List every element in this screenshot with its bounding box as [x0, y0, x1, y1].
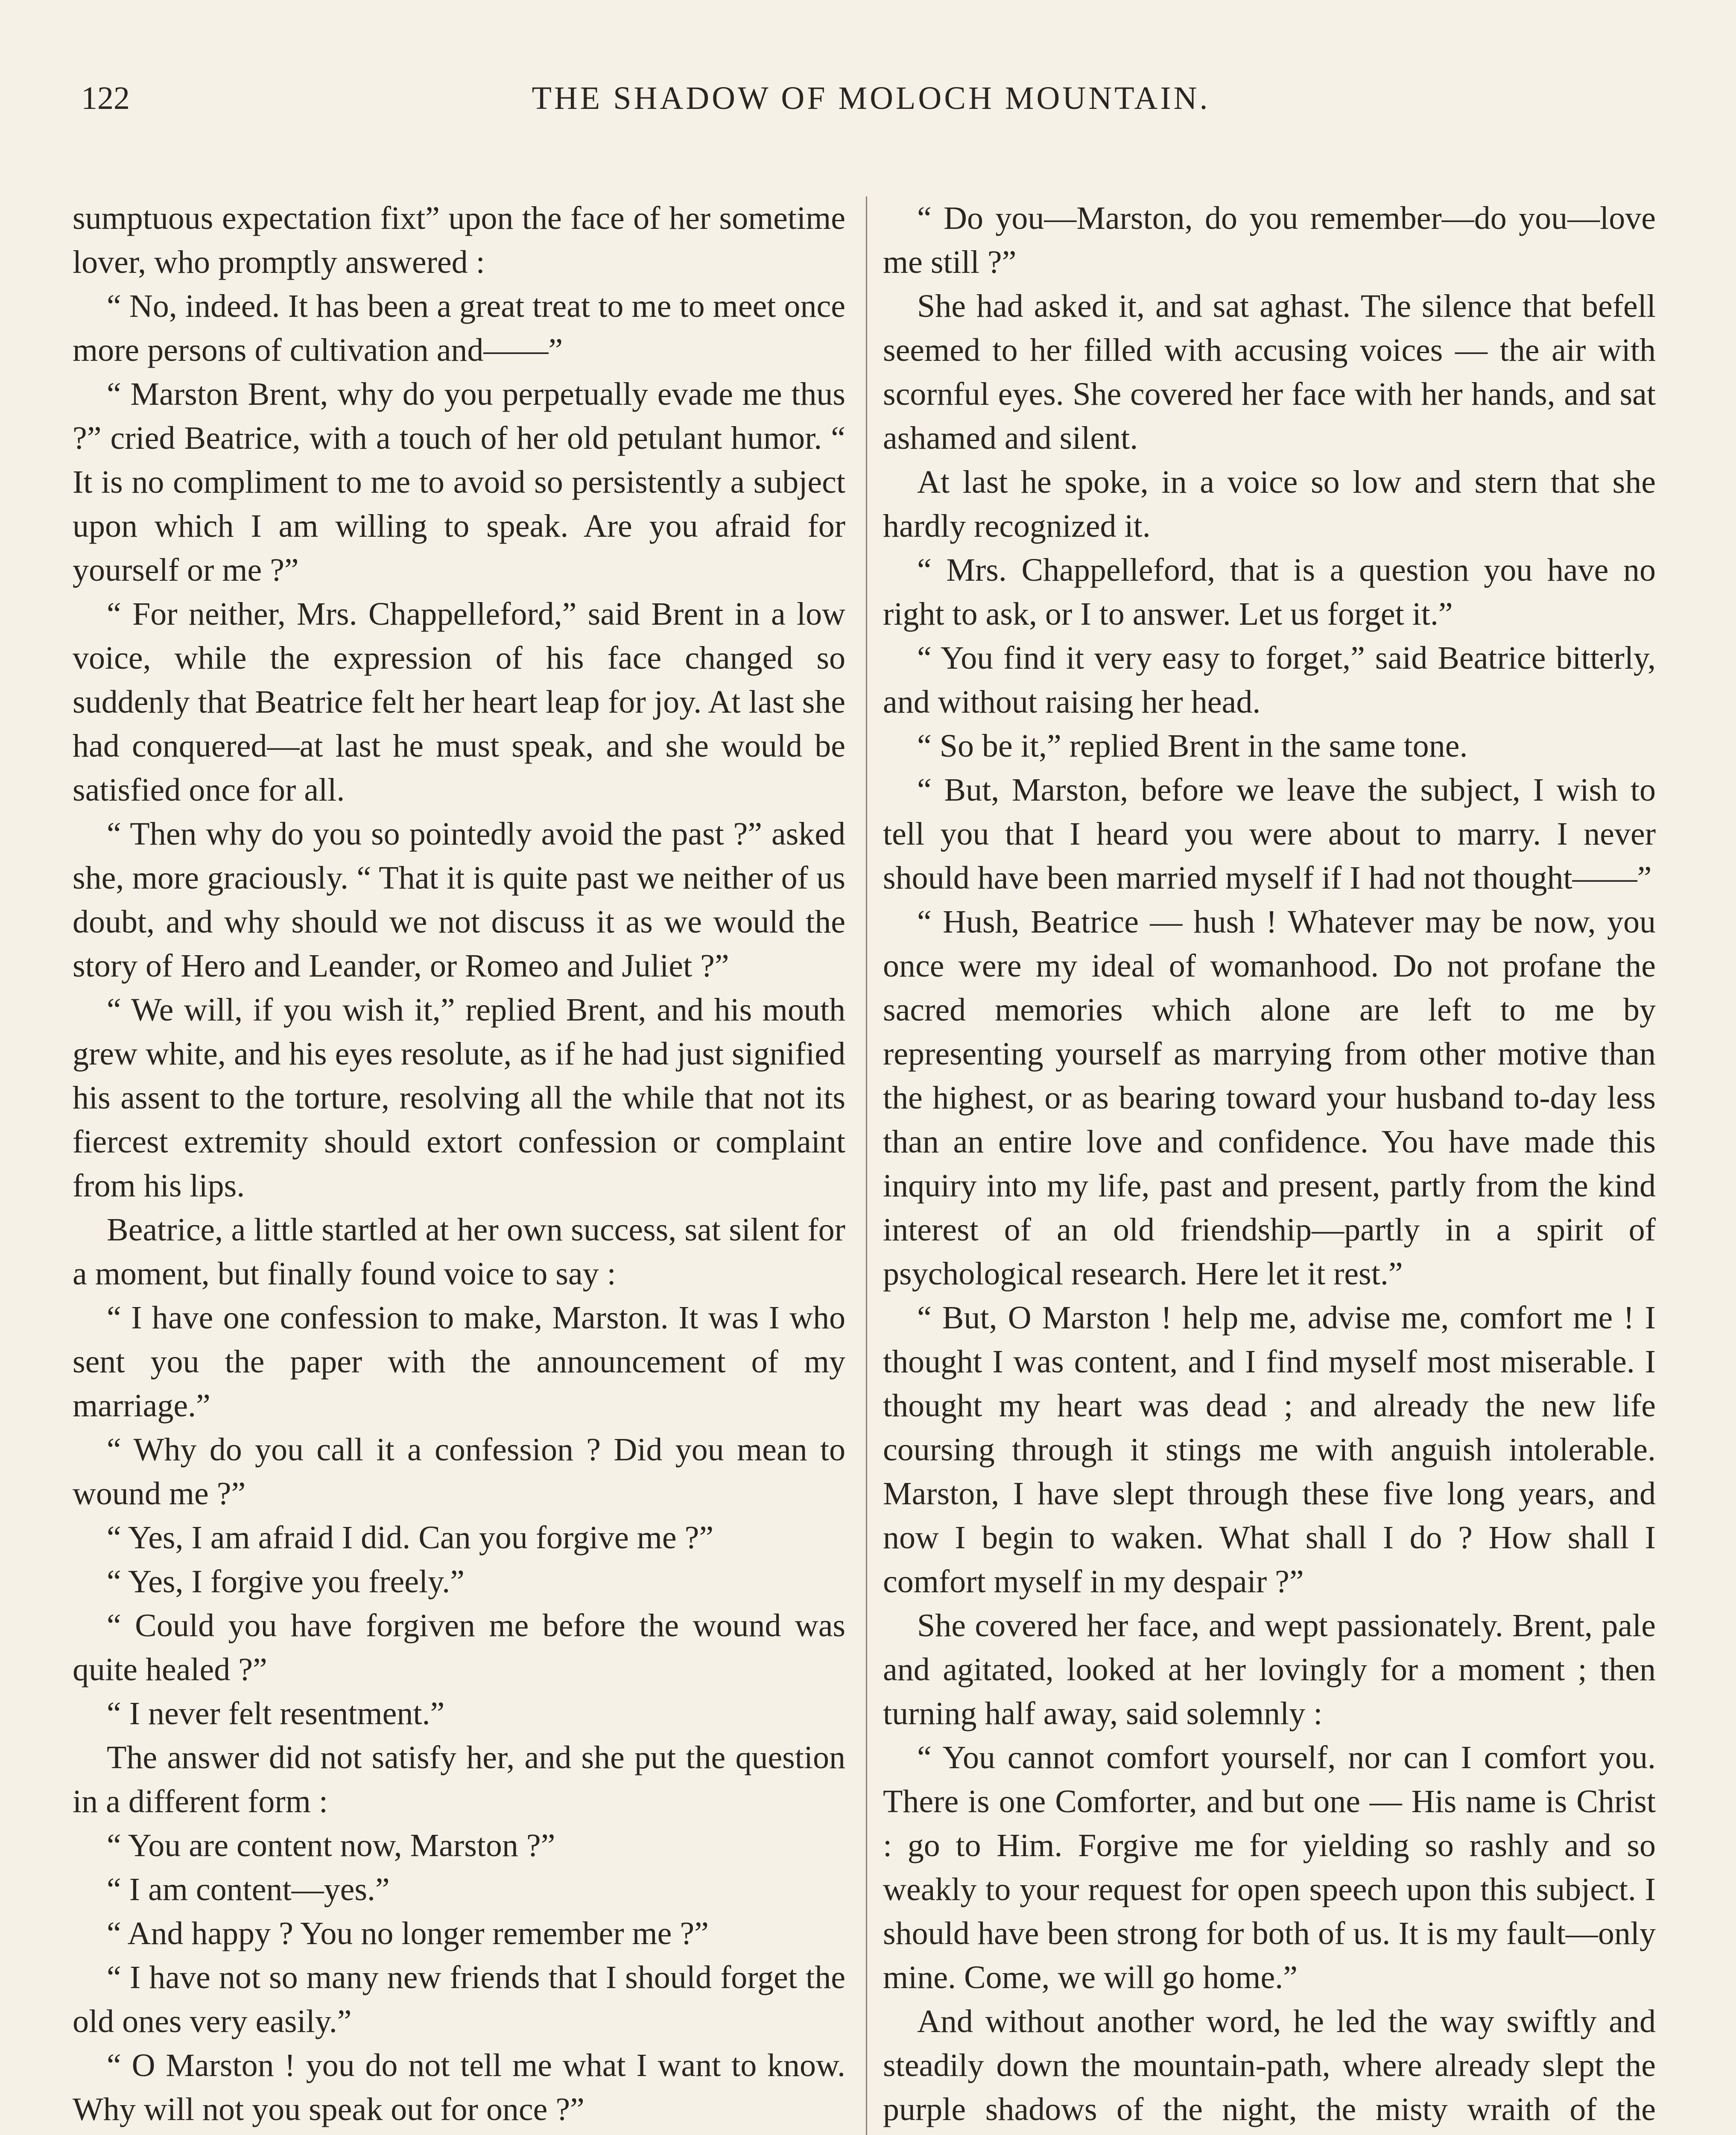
right-column: [883, 196, 1656, 2135]
paragraph: “ I have not so many new friends that I should forget the old ones very easily.”: [73, 1960, 845, 2039]
paragraph: “ Hush, Beatrice — hush ! Whatever may be now, you once were my ideal of womanhood. Do not profane the sacred memories which alone are left to me by representing yourself as marrying from other motive than the highest, or as bearing toward your husband to-day less than an entire love and confidence. You have made this inquiry into my life, past and present, partly from the kind interest of an old friendship—partly in a spirit of psychological research. Here let it rest.”: [883, 904, 1656, 1292]
paragraph: “ For neither, Mrs. Chappelleford,” said Brent in a low voice, while the expression of his face changed so suddenly that Beatrice felt her heart leap for joy. At last she had conquered—at last he must speak, and she would be satisfied once for all.: [73, 596, 845, 808]
paragraph: “ I have one confession to make, Marston. It was I who sent you the paper with the announcement of my marriage.”: [73, 1300, 845, 1424]
paragraph: “ I never felt resentment.”: [107, 1696, 445, 1731]
paragraph: “ And happy ? You no longer remember me ?”: [107, 1916, 709, 1951]
running-title: THE SHADOW OF MOLOCH MOUNTAIN.: [532, 80, 1210, 116]
paragraph: Beatrice, a little startled at her own success, sat silent for a moment, but finally found voice to say :: [73, 1212, 845, 1292]
paragraph: “ No, indeed. It has been a great treat to me to meet once more persons of cultivation and——”: [73, 288, 845, 368]
paragraph: [73, 2132, 845, 2135]
paragraph: The answer did not satisfy her, and she put the question in a different form :: [73, 1740, 845, 1819]
paragraph: “ Yes, I am afraid I did. Can you forgive me ?”: [107, 1520, 714, 1556]
paragraph: “ But, O Marston ! help me, advise me, comfort me ! I thought I was content, and I find myself most miserable. I thought my heart was dead ; and already the new life coursing through it stings me with anguish intolerable. Marston, I have slept through these five long years, and now I begin to waken. What shall I do ? How shall I comfort myself in my despair ?”: [883, 1300, 1656, 1600]
paragraph: “ You find it very easy to forget,” said Beatrice bitterly, and without raising her head.: [883, 640, 1656, 720]
column-divider: [866, 196, 867, 2135]
paragraph: She covered her face, and wept passionately. Brent, pale and agitated, looked at her lovingly for a moment ; then turning half away, said solemnly :: [883, 1608, 1656, 1731]
paragraph: “ Yes, I forgive you freely.”: [107, 1564, 465, 1600]
paragraph: “ Could you have forgiven me before the wound was quite healed ?”: [73, 1608, 845, 1688]
paragraph: sumptuous expectation fixt” upon the face of her sometime lover, who promptly answered :: [73, 200, 845, 280]
left-column: [73, 196, 845, 2135]
paragraph: She had asked it, and sat aghast. The silence that befell seemed to her filled with accusing voices — the air with scornful eyes. She covered her face with her hands, and sat ashamed and silent.: [883, 288, 1656, 456]
paragraph: “ You are content now, Marston ?”: [107, 1828, 555, 1863]
paragraph: “ O Marston ! you do not tell me what I want to know. Why will not you speak out for once ?”: [73, 2047, 845, 2127]
paragraph: “ But, Marston, before we leave the subject, I wish to tell you that I heard you were about to marry. I never should have been married myself if I had not thought——”: [883, 772, 1656, 896]
paragraph: “ I am content—yes.”: [107, 1872, 390, 1907]
paragraph: And without another word, he led the way swiftly and steadily down the mountain-path, where already slept the purple shadows of the night, the misty wraith of the: [883, 2003, 1656, 2127]
paragraph: “ Mrs. Chappelleford, that is a question you have no right to ask, or I to answer. Let us forget it.”: [883, 552, 1656, 632]
paragraph: “ So be it,” replied Brent in the same tone.: [917, 728, 1468, 764]
page-number: 122: [81, 80, 130, 116]
page-header: [81, 73, 1661, 124]
paragraph: “ Marston Brent, why do you perpetually evade me thus ?” cried Beatrice, with a touch of her old petulant humor. “ It is no compliment to me to avoid so persistently a subject upon which I am willing to speak. Are you afraid for yourself or me ?”: [73, 376, 845, 588]
paragraph: At last he spoke, in a voice so low and stern that she hardly recognized it.: [883, 464, 1656, 544]
paragraph: “ Why do you call it a confession ? Did you mean to wound me ?”: [73, 1432, 845, 1512]
paragraph: “ Do you—Marston, do you remember—do you—love me still ?”: [883, 200, 1656, 280]
paragraph: “ Then why do you so pointedly avoid the past ?” asked she, more graciously. “ That it is quite past we neither of us doubt, and why should we not discuss it as we would the story of Hero and Leander, or Romeo and Juliet ?”: [73, 816, 845, 984]
paragraph: “ You cannot comfort yourself, nor can I comfort you. There is one Comforter, and but one — His name is Christ : go to Him. Forgive me for yielding so rashly and so weakly to your request for open speech upon this subject. I should have been strong for both of us. It is my fault—only mine. Come, we will go home.”: [883, 1740, 1656, 1995]
paragraph: “ We will, if you wish it,” replied Brent, and his mouth grew white, and his eyes resolute, as if he had just signified his assent to the torture, resolving all the while that not its fiercest extremity should extort confession or complaint from his lips.: [73, 992, 845, 1204]
